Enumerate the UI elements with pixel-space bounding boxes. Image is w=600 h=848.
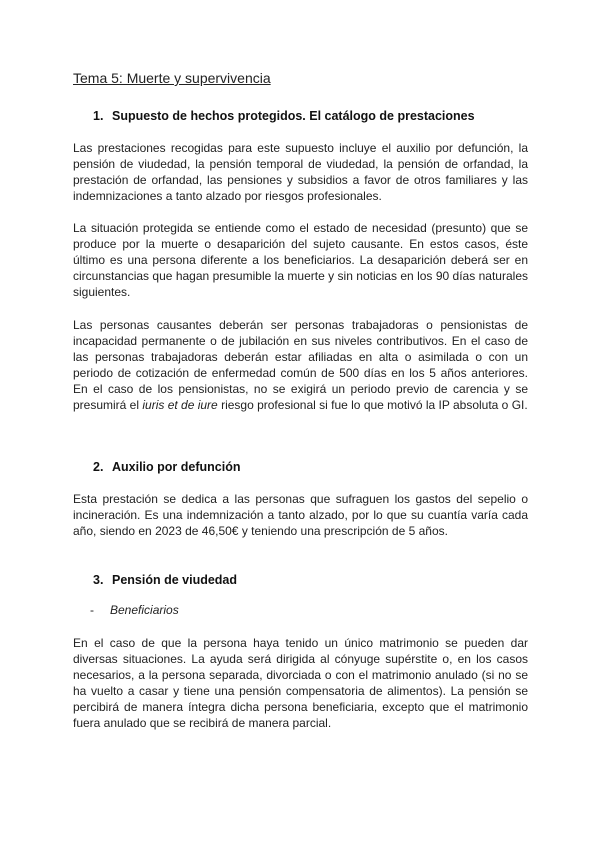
subheading-text: Beneficiarios [110,603,179,617]
paragraph-text: riesgo profesional si fue lo que motivó la IP absoluta o GI. [217,397,528,412]
paragraph-text: Las personas causantes deberán ser personas trabajadoras o pensionistas de incapacidad permanente o de jubilación en sus niveles contributivos. En el caso de las personas trabajadoras deberán estar afiliadas en alta o asimilada o con un periodo de cotización de enfermedad común de 500 días en los 5 años anteriores. En el caso de los pensionistas, no se exigirá un periodo previo de carencia y se presumirá el [73,318,528,412]
section-number: 2. [93,460,104,474]
section-heading-text: Pensión de viudedad [112,573,238,587]
section-heading-3 [93,573,237,587]
section-number: 1. [93,109,104,123]
section-heading-1 [93,109,475,123]
section-number: 3. [93,573,104,587]
section-heading-text: Supuesto de hechos protegidos. El catálogo de prestaciones [112,109,475,123]
list-dash: - [90,603,94,617]
paragraph-auxilio: Esta prestación se dedica a las personas que sufraguen los gastos del sepelio o incineración. Es una indemnización a tanto alzado, por lo que su cuantía varía cada año, siendo en 2023 de 46,50€ y teniendo una prescripción de 5 años. [73,492,528,538]
section-heading-2 [93,460,240,474]
paragraph-personas-causantes [73,318,528,413]
document-title: Tema 5: Muerte y supervivencia [73,70,271,86]
paragraph-catalogo: Las prestaciones recogidas para este supuesto incluye el auxilio por defunción, la pensión de viudedad, la pensión temporal de viudedad, la pensión de orfandad, la prestación de orfandad, las pensiones y subsidios a favor de otros familiares y las indemnizaciones a tanto alzado por riesgos profesionales. [73,141,528,203]
subheading-beneficiarios [90,603,179,617]
paragraph-situacion-protegida: La situación protegida se entiende como el estado de necesidad (presunto) que se produce por la muerte o desaparición del sujeto causante. En estos casos, éste último es una persona diferente a los beneficiarios. La desaparición deberá ser en circunstancias que hagan presumible la muerte y sin noticias en los 90 días naturales siguientes. [73,221,528,299]
paragraph-beneficiarios: En el caso de que la persona haya tenido un único matrimonio se pueden dar diversas situaciones. La ayuda será dirigida al cónyuge supérstite o, en los casos necesarios, a la persona separada, divorciada o con el matrimonio anulado (si no se ha vuelto a casar y tiene una pensión compensatoria de alimentos). La pensión se percibirá de manera íntegra dicha persona beneficiaria, excepto que el matrimonio fuera anulado que se recibirá de manera parcial. [73,636,528,730]
section-heading-text: Auxilio por defunción [112,460,241,474]
italic-term: iuris et de iure [142,397,218,412]
